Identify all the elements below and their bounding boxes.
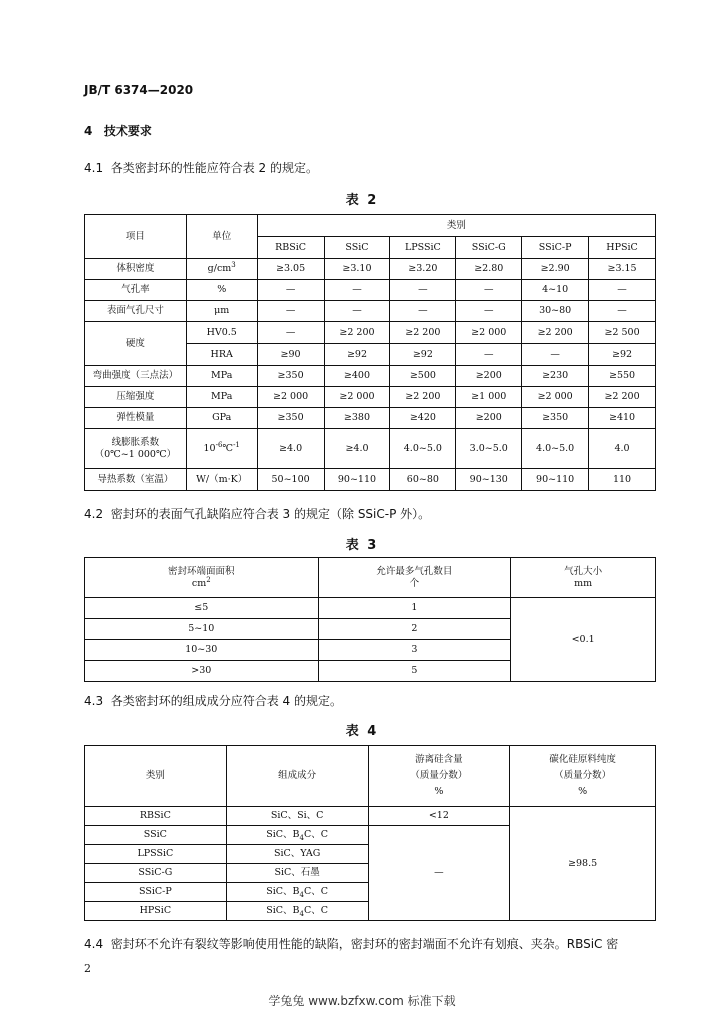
cell: ≥4.0 [324, 429, 390, 469]
cell: ≥500 [390, 366, 456, 387]
row-label: 硬度 [85, 322, 187, 366]
cell: ≥2 200 [522, 322, 589, 344]
cell: ≥92 [589, 344, 656, 366]
cell: SiC、$B_4C$、C [226, 826, 368, 845]
cell: ≥2.80 [456, 259, 522, 280]
cell: ≥380 [324, 408, 390, 429]
cell: 2 [318, 619, 511, 640]
table-2-title: 表 2 [345, 193, 379, 208]
row-unit: HV0.5 [186, 322, 257, 344]
cell: ≥2 000 [257, 387, 324, 408]
cell: 60~80 [390, 469, 456, 491]
row-label: 表面气孔尺寸 [85, 301, 187, 322]
col-ssic-p: SSiC-P [522, 237, 589, 259]
cell: 1 [318, 598, 511, 619]
cell: SiC、$B_4C$、C [226, 902, 368, 921]
cell: 90~130 [456, 469, 522, 491]
cell: SSiC-G [85, 864, 227, 883]
table-4 [84, 745, 656, 921]
cell: 30~80 [522, 301, 589, 322]
cell: 4~10 [522, 280, 589, 301]
table-row [85, 301, 656, 322]
col-lpssic: LPSSiC [390, 237, 456, 259]
cell: — [324, 280, 390, 301]
cell: ≥3.20 [390, 259, 456, 280]
cell: ≥3.05 [257, 259, 324, 280]
cell: ≥410 [589, 408, 656, 429]
cell: 3 [318, 640, 511, 661]
cell: ≥2 200 [324, 322, 390, 344]
cell: ≥200 [456, 408, 522, 429]
cell: ≥2 200 [390, 387, 456, 408]
cell: SSiC [85, 826, 227, 845]
cell: SiC、YAG [226, 845, 368, 864]
cell: 4.0~5.0 [390, 429, 456, 469]
cell: ≥400 [324, 366, 390, 387]
row-label: 弹性模量 [85, 408, 187, 429]
section-number: 4 [84, 124, 93, 138]
clause-number: 4.4 [84, 937, 104, 951]
table-3 [84, 557, 656, 682]
cell: ≥350 [257, 366, 324, 387]
row-unit: MPa [186, 366, 257, 387]
cell: — [456, 280, 522, 301]
clause-number: 4.2 [84, 507, 104, 521]
row-unit: μm [186, 301, 257, 322]
page-number: 2 [84, 962, 91, 975]
table-3-title: 表 3 [345, 538, 379, 553]
cell: — [390, 280, 456, 301]
table-row [85, 469, 656, 491]
cell: LPSSiC [85, 845, 227, 864]
cell: ≥92 [390, 344, 456, 366]
row-label: 体积密度 [85, 259, 187, 280]
row-unit: W/（m·K） [186, 469, 257, 491]
table-row [85, 322, 656, 344]
row-label: 线膨胀系数 （0℃~1 000℃） [85, 429, 187, 469]
cell: ≥3.15 [589, 259, 656, 280]
header-pore-count: 允许最多气孔数目 个 [318, 558, 511, 598]
cell-free-silicon: — [368, 826, 510, 921]
col-rbsic: RBSiC [257, 237, 324, 259]
header-category: 类别 [257, 215, 655, 237]
col-hpsic: HPSiC [589, 237, 656, 259]
cell: ≥2.90 [522, 259, 589, 280]
cell: ≥230 [522, 366, 589, 387]
cell: SiC、Si、C [226, 807, 368, 826]
cell: 50~100 [257, 469, 324, 491]
cell: ≥2 200 [589, 387, 656, 408]
cell-free-silicon: <12 [368, 807, 510, 826]
cell: 90~110 [324, 469, 390, 491]
cell: — [390, 301, 456, 322]
cell: HPSiC [85, 902, 227, 921]
cell: SiC、$B_4C$、C [226, 883, 368, 902]
header-category: 类别 [85, 746, 227, 807]
table-row [85, 259, 656, 280]
header-item: 项目 [85, 215, 187, 259]
row-label: 弯曲强度（三点法） [85, 366, 187, 387]
cell-purity: ≥98.5 [510, 807, 656, 921]
cell-pore-size: <0.1 [511, 598, 656, 682]
cell: ≥1 000 [456, 387, 522, 408]
cell: 5~10 [85, 619, 319, 640]
cell: ≥420 [390, 408, 456, 429]
cell: ≥90 [257, 344, 324, 366]
col-ssic-g: SSiC-G [456, 237, 522, 259]
section-4-1 [84, 159, 318, 176]
cell: ≥550 [589, 366, 656, 387]
cell: ≥350 [257, 408, 324, 429]
table-row [85, 280, 656, 301]
row-unit: GPa [186, 408, 257, 429]
cell: ≥2 200 [390, 322, 456, 344]
table-4-title: 表 4 [345, 724, 379, 739]
cell: — [257, 280, 324, 301]
cell: 3.0~5.0 [456, 429, 522, 469]
cell: 110 [589, 469, 656, 491]
cell: — [257, 322, 324, 344]
row-label: 气孔率 [85, 280, 187, 301]
cell: ≤5 [85, 598, 319, 619]
clause-text: 各类密封环的性能应符合表 2 的规定。 [110, 161, 318, 175]
footer-watermark: 学兔兔 www.bzfxw.com 标准下载 [268, 994, 456, 1008]
cell: — [522, 344, 589, 366]
cell: — [456, 344, 522, 366]
table-row [85, 408, 656, 429]
clause-text: 密封环不允许有裂纹等影响使用性能的缺陷，密封环的密封端面不允许有划痕、夹杂。RBSiC 密 [110, 937, 619, 951]
row-label: 导热系数（室温） [85, 469, 187, 491]
section-4-4 [84, 935, 664, 952]
table-2 [84, 214, 656, 491]
section-4-3 [84, 692, 342, 709]
clause-number: 4.1 [84, 161, 104, 175]
cell: ≥92 [324, 344, 390, 366]
header-sic-purity: 碳化硅原料纯度 （质量分数） % [510, 746, 656, 807]
cell: 4.0~5.0 [522, 429, 589, 469]
cell: — [456, 301, 522, 322]
section-title: 技术要求 [103, 124, 152, 138]
row-unit: % [186, 280, 257, 301]
table-row [85, 387, 656, 408]
cell: ≥3.10 [324, 259, 390, 280]
section-4-2 [84, 505, 430, 522]
table-row [85, 366, 656, 387]
cell: 4.0 [589, 429, 656, 469]
row-unit: HRA [186, 344, 257, 366]
cell: — [589, 280, 656, 301]
cell: ≥2 000 [456, 322, 522, 344]
document-header: JB/T 6374—2020 [84, 83, 194, 97]
table-row [85, 807, 656, 826]
header-unit: 单位 [186, 215, 257, 259]
clause-text: 密封环的表面气孔缺陷应符合表 3 的规定（除 SSiC-P 外）。 [110, 507, 431, 521]
cell: RBSiC [85, 807, 227, 826]
cell: ≥4.0 [257, 429, 324, 469]
header-pore-size: 气孔大小 mm [511, 558, 656, 598]
row-unit: $g/cm^3$ [186, 259, 257, 280]
cell: — [257, 301, 324, 322]
table-row [85, 429, 656, 469]
header-composition: 组成成分 [226, 746, 368, 807]
col-ssic: SSiC [324, 237, 390, 259]
cell: SSiC-P [85, 883, 227, 902]
section-4-heading [84, 122, 152, 139]
cell: SiC、石墨 [226, 864, 368, 883]
cell: — [324, 301, 390, 322]
cell: 5 [318, 661, 511, 682]
clause-text: 各类密封环的组成成分应符合表 4 的规定。 [110, 694, 342, 708]
cell: ≥200 [456, 366, 522, 387]
cell: 90~110 [522, 469, 589, 491]
row-unit: MPa [186, 387, 257, 408]
row-unit: $10^{-6}℃^{-1}$ [186, 429, 257, 469]
header-area: 密封环端面面积 $cm^2$ [85, 558, 319, 598]
cell: 10~30 [85, 640, 319, 661]
row-label: 压缩强度 [85, 387, 187, 408]
cell: >30 [85, 661, 319, 682]
cell: ≥2 500 [589, 322, 656, 344]
header-free-silicon: 游离硅含量 （质量分数） % [368, 746, 510, 807]
cell: ≥2 000 [522, 387, 589, 408]
clause-number: 4.3 [84, 694, 104, 708]
cell: ≥2 000 [324, 387, 390, 408]
cell: ≥350 [522, 408, 589, 429]
table-row [85, 598, 656, 619]
cell: — [589, 301, 656, 322]
